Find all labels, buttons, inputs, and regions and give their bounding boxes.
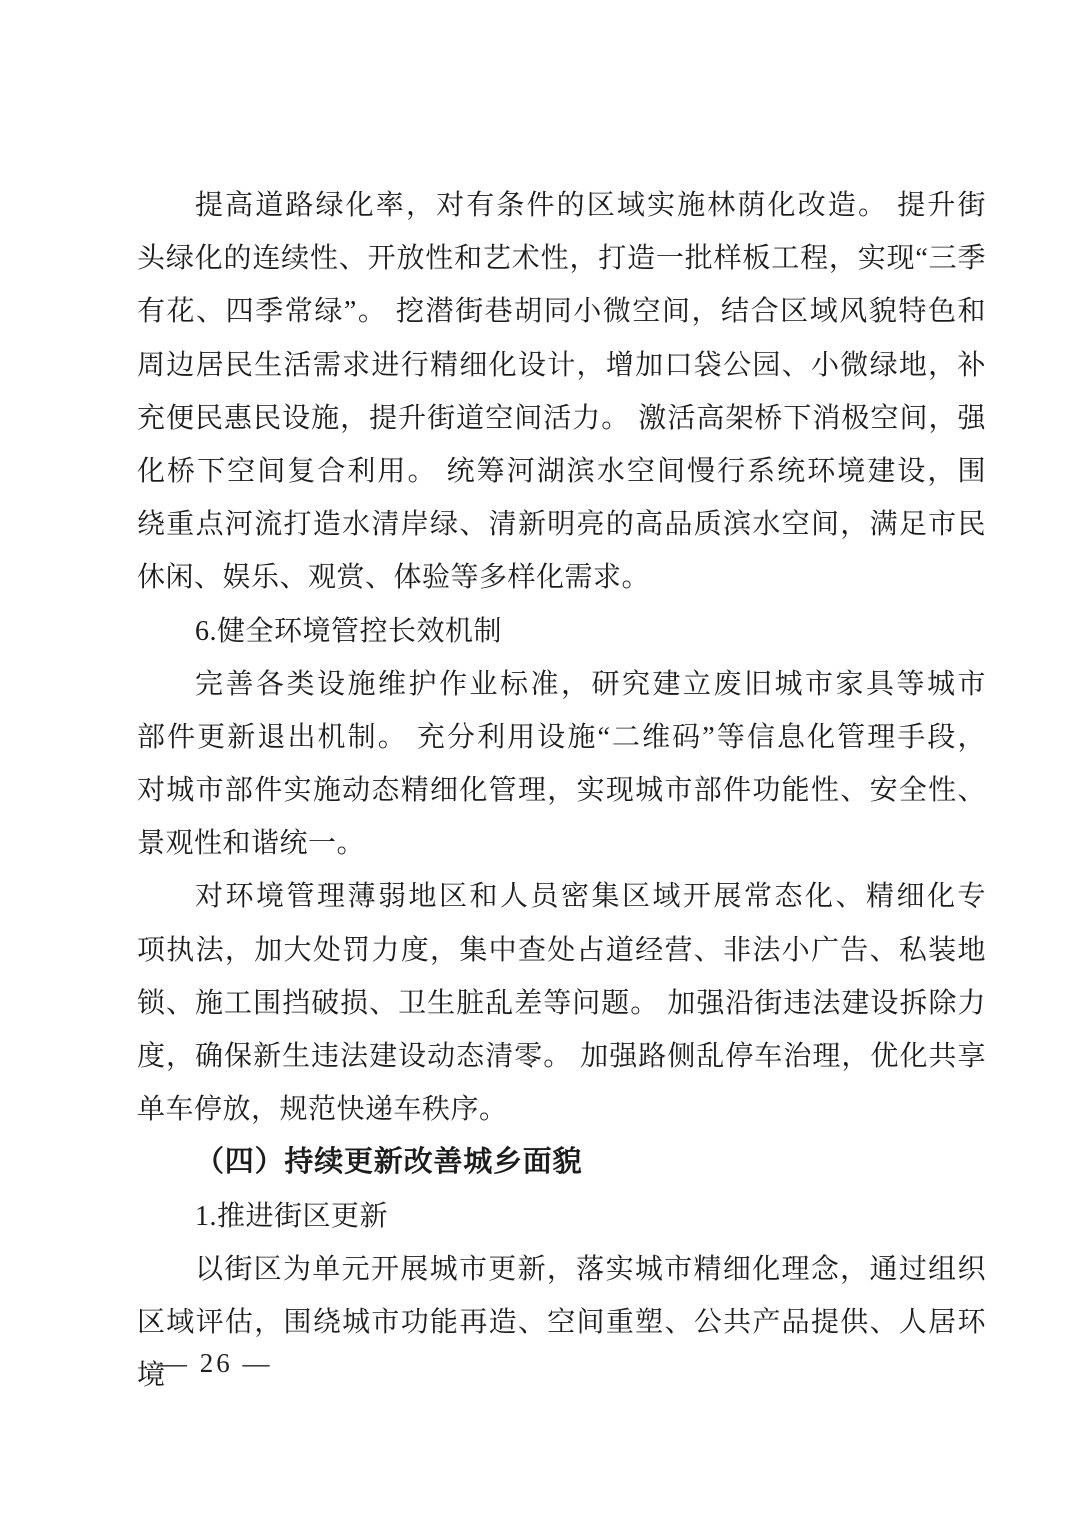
text-line: 提高道路绿化率，对有条件的区域实施林荫化改造。 提升街 bbox=[195, 190, 986, 221]
text-line: 景观性和谐统一。 bbox=[137, 828, 366, 860]
text-line: 对环境管理薄弱地区和人员密集区域开展常态化、精细化专 bbox=[195, 881, 986, 913]
text-line: 休闲、娱乐、观赏、体验等多样化需求。 bbox=[137, 562, 651, 594]
text-line: 绕重点河流打造水清岸绿、清新明亮的高品质滨水空间，满足市民 bbox=[137, 509, 986, 541]
text-line: 化桥下空间复合利用。 统筹河湖滨水空间慢行系统环境建设，围 bbox=[137, 455, 986, 487]
text-line: 头绿化的连续性、开放性和艺术性，打造一批样板工程，实现“三季 bbox=[137, 243, 986, 275]
text-line: 周边居民生活需求进行精细化设计，增加口袋公园、小微绿地，补 bbox=[137, 349, 986, 381]
heading-section-line: （四）持续更新改善城乡面貌 bbox=[195, 1146, 583, 1179]
text-line: 部件更新退出机制。 充分利用设施“二维码”等信息化管理手段， bbox=[137, 721, 986, 753]
text-line: 度，确保新生违法建设动态清零。 加强路侧乱停车治理，优化共享 bbox=[137, 1041, 986, 1072]
text-line: 单车停放，规范快递车秩序。 bbox=[137, 1094, 508, 1126]
text-line: 充便民惠民设施，提升街道空间活力。 激活高架桥下消极空间，强 bbox=[137, 402, 986, 434]
text-line: 以街区为单元开展城市更新，落实城市精细化理念，通过组织 bbox=[195, 1253, 986, 1285]
text-line: 对城市部件实施动态精细化管理，实现城市部件功能性、安全性、 bbox=[137, 775, 986, 807]
text-line: 区域评估，围绕城市功能再造、空间重塑、公共产品提供、人居环境 bbox=[137, 1306, 986, 1392]
text-line: 项执法，加大处罚力度，集中查处占道经营、非法小广告、私装地 bbox=[137, 934, 986, 966]
text-line: 有花、四季常绿”。 挖潜街巷胡同小微空间，结合区域风貌特色和 bbox=[137, 296, 986, 328]
heading-numbered-line: 1.推进街区更新 bbox=[195, 1200, 389, 1232]
text-line: 锁、施工围挡破损、卫生脏乱差等问题。 加强沿街违法建设拆除力 bbox=[137, 987, 986, 1019]
page-number: — 26 — bbox=[160, 1348, 273, 1378]
text-line: 完善各类设施维护作业标准，研究建立废旧城市家具等城市 bbox=[195, 668, 986, 700]
heading-numbered-line: 6.健全环境管控长效机制 bbox=[195, 615, 503, 647]
